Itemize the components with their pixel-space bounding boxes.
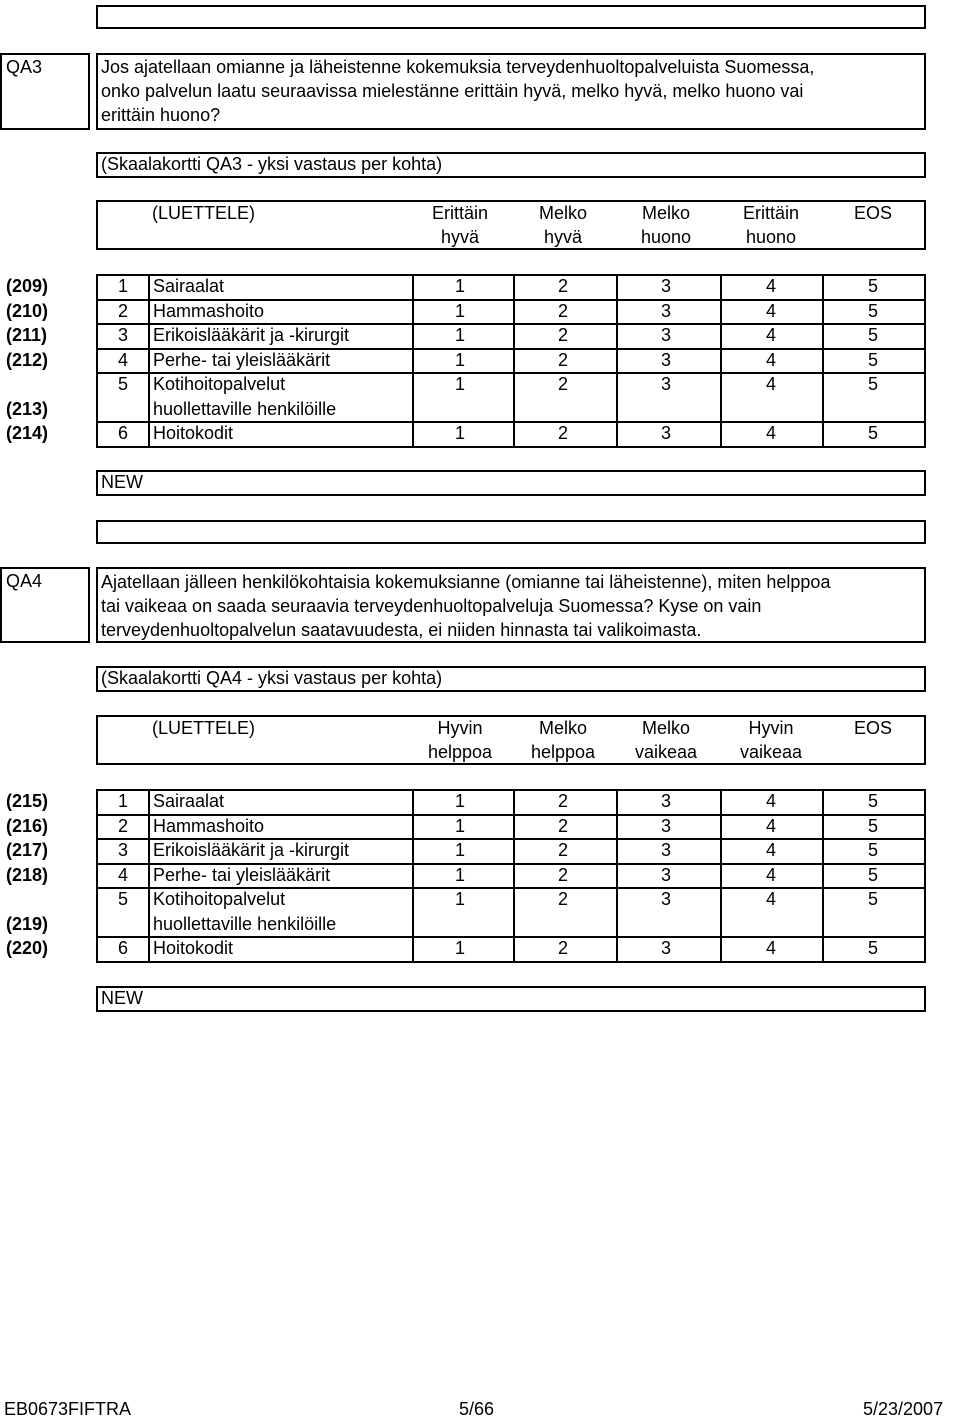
answer-option[interactable]: 5	[867, 423, 878, 443]
item-number: 6	[118, 938, 129, 958]
new-label: NEW	[101, 988, 143, 1008]
grid-row-line	[96, 863, 926, 865]
question-text-line: tai vaikeaa on saada seuraavia terveydenhuoltopalveluja Suomessa? Kyse on vain	[101, 596, 762, 616]
answer-option[interactable]: 5	[867, 938, 878, 958]
item-label: Perhe- tai yleislääkärit	[153, 349, 331, 370]
item-label: huollettaville henkilöille	[153, 913, 337, 934]
grid-row-line	[96, 446, 926, 448]
answer-option[interactable]: 2	[557, 791, 568, 811]
answer-option[interactable]: 4	[765, 276, 776, 296]
item-number: 4	[118, 349, 129, 370]
list-label: (LUETTELE)	[152, 718, 256, 738]
answer-option[interactable]: 3	[660, 815, 671, 836]
answer-option[interactable]: 4	[765, 864, 776, 885]
grid-row-line	[96, 961, 926, 963]
item-label: Perhe- tai yleislääkärit	[153, 864, 331, 885]
answer-option[interactable]: 1	[454, 791, 465, 811]
grid-col-line	[924, 274, 926, 446]
grid-col-line	[616, 789, 618, 961]
grid-col-line	[616, 274, 618, 446]
answer-option[interactable]: 3	[660, 791, 671, 811]
item-label: Kotihoitopalvelut	[153, 374, 286, 394]
item-number: 5	[118, 374, 129, 394]
scale-header-line1: Melko	[538, 203, 587, 223]
scale-header-line1: EOS	[853, 718, 892, 738]
scale-header-line1: Erittäin	[742, 203, 800, 223]
item-code: (212)	[6, 349, 49, 370]
answer-option[interactable]: 4	[765, 889, 776, 909]
answer-option[interactable]: 5	[867, 864, 878, 885]
grid-col-line	[412, 274, 414, 446]
grid-row-line	[96, 372, 926, 374]
scale-header-line1: Melko	[538, 718, 587, 738]
item-number: 2	[118, 815, 129, 836]
question-text-line: Jos ajatellaan omianne ja läheistenne kokemuksia terveydenhuoltopalveluista Suomessa,	[101, 57, 815, 77]
answer-option[interactable]: 1	[454, 349, 465, 370]
answer-option[interactable]: 1	[454, 300, 465, 321]
answer-option[interactable]: 3	[660, 840, 671, 860]
scale-note: (Skaalakortti QA4 - yksi vastaus per kohta)	[101, 668, 443, 688]
answer-option[interactable]: 4	[765, 791, 776, 811]
item-code: (211)	[6, 325, 48, 345]
item-label: huollettaville henkilöille	[153, 398, 337, 419]
answer-option[interactable]: 3	[660, 423, 671, 443]
answer-option[interactable]: 5	[867, 300, 878, 321]
answer-option[interactable]: 2	[557, 423, 568, 443]
item-number: 3	[118, 325, 129, 345]
answer-option[interactable]: 5	[867, 374, 878, 394]
item-number: 2	[118, 300, 129, 321]
answer-option[interactable]: 4	[765, 325, 776, 345]
answer-option[interactable]: 1	[454, 276, 465, 296]
grid-row-line	[96, 323, 926, 325]
item-number: 1	[118, 276, 129, 296]
answer-option[interactable]: 1	[454, 815, 465, 836]
answer-option[interactable]: 1	[454, 423, 465, 443]
item-code: (213)	[6, 398, 49, 419]
item-code: (218)	[6, 864, 49, 885]
new-label: NEW	[101, 472, 143, 492]
item-label: Erikoislääkärit ja -kirurgit	[153, 840, 350, 860]
answer-option[interactable]: 2	[557, 276, 568, 296]
grid-col-line	[412, 789, 414, 961]
scale-header-line1: Erittäin	[431, 203, 489, 223]
item-label: Erikoislääkärit ja -kirurgit	[153, 325, 350, 345]
scale-note: (Skaalakortti QA3 - yksi vastaus per kohta)	[101, 154, 443, 174]
answer-option[interactable]: 5	[867, 840, 878, 860]
grid-row-line	[96, 348, 926, 350]
grid-row-line	[96, 299, 926, 301]
scale-header-line1: Hyvin	[748, 718, 794, 738]
answer-option[interactable]: 3	[660, 325, 671, 345]
grid-col-line	[720, 789, 722, 961]
item-label: Hammashoito	[153, 300, 265, 321]
answer-option[interactable]: 2	[557, 864, 568, 885]
question-text-line: onko palvelun laatu seuraavissa mielestänne erittäin hyvä, melko hyvä, melko huono vai	[101, 81, 804, 101]
question-text-line: erittäin huono?	[101, 105, 221, 125]
grid-col-line	[148, 789, 150, 961]
grid-col-line	[822, 274, 824, 446]
scale-header-line2: helppoa	[530, 742, 596, 762]
answer-option[interactable]: 2	[557, 349, 568, 370]
scale-header-line2: huono	[640, 227, 692, 247]
item-label: Sairaalat	[153, 276, 225, 296]
grid-col-line	[720, 274, 722, 446]
answer-option[interactable]: 3	[660, 374, 671, 394]
answer-option[interactable]: 4	[765, 300, 776, 321]
grid-row-line	[96, 421, 926, 423]
grid-row-line	[96, 936, 926, 938]
grid-row-line	[96, 887, 926, 889]
scale-header-line2: vaikeaa	[739, 742, 803, 762]
item-code: (214)	[6, 423, 49, 443]
question-text-line: Ajatellaan jälleen henkilökohtaisia kokemuksianne (omianne tai läheistenne), miten helppoa	[101, 572, 831, 592]
answer-option[interactable]: 3	[660, 300, 671, 321]
item-number: 3	[118, 840, 129, 860]
item-label: Sairaalat	[153, 791, 225, 811]
answer-option[interactable]: 5	[867, 791, 878, 811]
answer-option[interactable]: 2	[557, 889, 568, 909]
item-code: (216)	[6, 815, 49, 836]
answer-option[interactable]: 1	[454, 938, 465, 958]
grid-col-line	[148, 274, 150, 446]
answer-option[interactable]: 5	[867, 349, 878, 370]
item-code: (215)	[6, 791, 49, 811]
footer-doc-id: EB0673FIFTRA	[4, 1399, 132, 1419]
item-number: 6	[118, 423, 129, 443]
question-text-line: terveydenhuoltopalvelun saatavuudesta, ei niiden hinnasta tai valikoimasta.	[101, 620, 702, 640]
answer-option[interactable]: 5	[867, 325, 878, 345]
scale-header-line2: vaikeaa	[634, 742, 698, 762]
answer-option[interactable]: 5	[867, 889, 878, 909]
answer-option[interactable]: 4	[765, 374, 776, 394]
answer-option[interactable]: 1	[454, 840, 465, 860]
grid-row-line	[96, 274, 926, 276]
grid-col-line	[822, 789, 824, 961]
footer-page-number: 5/66	[459, 1399, 495, 1419]
grid-col-line	[96, 274, 98, 446]
answer-option[interactable]: 5	[867, 276, 878, 296]
answer-option[interactable]: 2	[557, 374, 568, 394]
scale-header-line1: EOS	[853, 203, 892, 223]
item-code: (217)	[6, 840, 49, 860]
answer-option[interactable]: 4	[765, 423, 776, 443]
scale-header-line2: helppoa	[427, 742, 493, 762]
item-number: 5	[118, 889, 129, 909]
answer-option[interactable]: 1	[454, 889, 465, 909]
scale-header-line2: hyvä	[440, 227, 480, 247]
answer-option[interactable]: 2	[557, 815, 568, 836]
scale-header-line1: Hyvin	[437, 718, 483, 738]
answer-option[interactable]: 4	[765, 840, 776, 860]
question-id: QA4	[6, 571, 43, 591]
item-code: (209)	[6, 276, 49, 296]
question-id: QA3	[6, 57, 43, 77]
answer-option[interactable]: 3	[660, 864, 671, 885]
item-code: (220)	[6, 938, 49, 958]
answer-option[interactable]: 3	[660, 938, 671, 958]
grid-col-line	[513, 274, 515, 446]
answer-option[interactable]: 2	[557, 300, 568, 321]
answer-option[interactable]: 1	[454, 374, 465, 394]
answer-box-top[interactable]	[96, 5, 926, 29]
answer-option[interactable]: 1	[454, 325, 465, 345]
answer-option[interactable]: 3	[660, 889, 671, 909]
scale-header-line2: huono	[745, 227, 797, 247]
item-code: (210)	[6, 300, 49, 321]
grid-row-line	[96, 838, 926, 840]
scale-header-line2: hyvä	[543, 227, 583, 247]
new-box[interactable]	[96, 470, 926, 496]
new-box[interactable]	[96, 986, 926, 1012]
answer-box-top[interactable]	[96, 520, 926, 544]
answer-option[interactable]: 1	[454, 864, 465, 885]
answer-option[interactable]: 2	[557, 840, 568, 860]
answer-option[interactable]: 4	[765, 349, 776, 370]
grid-row-line	[96, 814, 926, 816]
item-number: 4	[118, 864, 129, 885]
item-number: 1	[118, 791, 129, 811]
grid-col-line	[924, 789, 926, 961]
answer-option[interactable]: 4	[765, 938, 776, 958]
item-label: Hoitokodit	[153, 938, 234, 958]
footer-date: 5/23/2007	[863, 1399, 944, 1419]
answer-option[interactable]: 5	[867, 815, 878, 836]
answer-option[interactable]: 4	[765, 815, 776, 836]
list-label: (LUETTELE)	[152, 203, 256, 223]
item-code: (219)	[6, 913, 49, 934]
answer-option[interactable]: 3	[660, 276, 671, 296]
grid-row-line	[96, 789, 926, 791]
scale-header-line1: Melko	[641, 203, 690, 223]
grid-col-line	[513, 789, 515, 961]
answer-option[interactable]: 2	[557, 325, 568, 345]
grid-col-line	[96, 789, 98, 961]
scale-header-line1: Melko	[641, 718, 690, 738]
answer-option[interactable]: 3	[660, 349, 671, 370]
item-label: Hammashoito	[153, 815, 265, 836]
item-label: Hoitokodit	[153, 423, 234, 443]
item-label: Kotihoitopalvelut	[153, 889, 286, 909]
answer-option[interactable]: 2	[557, 938, 568, 958]
